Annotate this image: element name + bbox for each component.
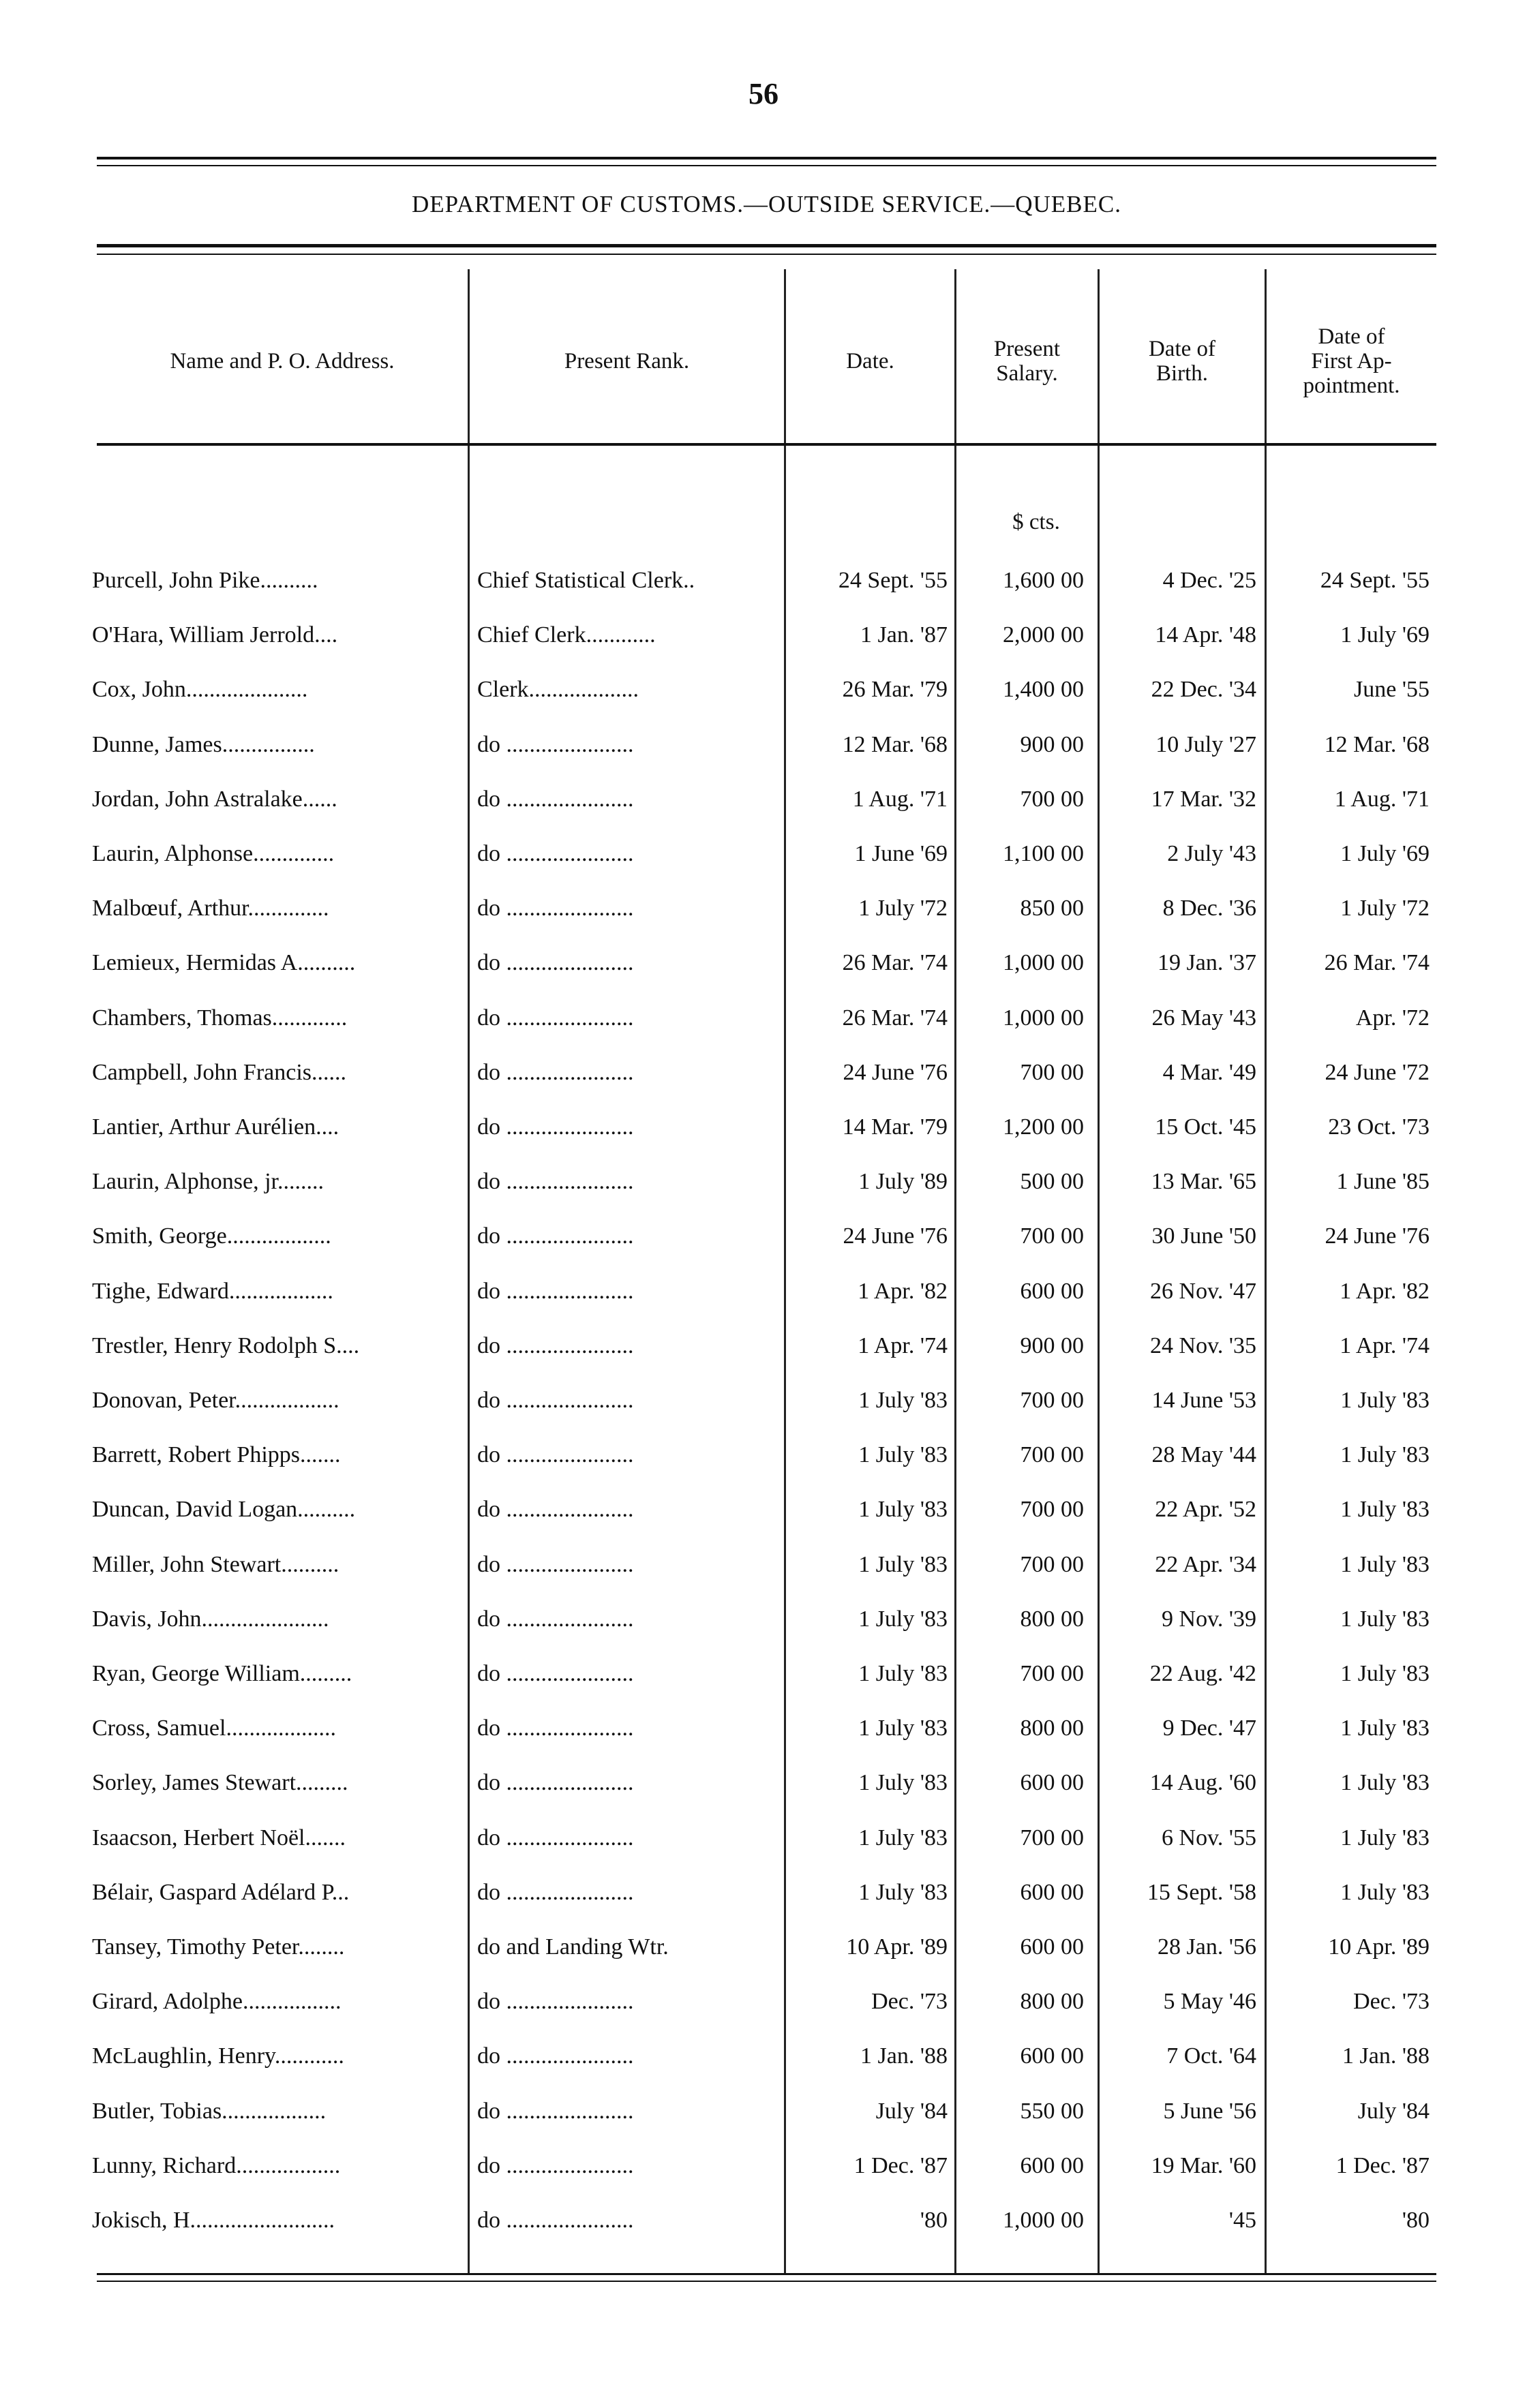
cell-date: 12 Mar. '68 (842, 731, 948, 757)
cell-date: 26 Mar. '74 (842, 950, 948, 976)
cell-salary: 1,000 00 (1003, 2208, 1084, 2233)
cell-name: Jokisch, H......................... (92, 2208, 335, 2233)
cell-salary: 1,000 00 (1003, 1005, 1084, 1031)
cell-salary: 1,400 00 (1003, 677, 1084, 703)
cell-name: Cox, John..................... (92, 677, 308, 703)
cell-first-appointment: 24 June '76 (1325, 1223, 1430, 1249)
cell-birth: 22 Apr. '34 (1155, 1551, 1256, 1577)
cell-rank: do ...................... (477, 841, 634, 866)
header-rank: Present Rank. (564, 348, 690, 374)
cell-rank: do ...................... (477, 1005, 634, 1031)
cell-salary: 800 00 (1020, 1606, 1084, 1632)
header-name: Name and P. O. Address. (170, 348, 395, 374)
cell-birth: 14 Aug. '60 (1149, 1770, 1256, 1796)
cell-salary: 500 00 (1020, 1169, 1084, 1195)
table-row (0, 881, 1527, 936)
cell-name: McLaughlin, Henry............ (92, 2043, 344, 2069)
cell-rank: do ...................... (477, 1169, 634, 1195)
cell-date: 1 July '83 (858, 1770, 948, 1796)
cell-date: 1 July '72 (858, 896, 948, 921)
cell-date: 10 Apr. '89 (846, 1934, 948, 1960)
table-row (0, 1046, 1527, 1100)
cell-date: 14 Mar. '79 (842, 1114, 948, 1140)
cell-name: Purcell, John Pike.......... (92, 568, 318, 593)
cell-salary: 900 00 (1020, 1332, 1084, 1358)
cell-birth: 9 Nov. '39 (1162, 1606, 1256, 1632)
cell-date: 24 June '76 (843, 1223, 948, 1249)
cell-name: Jordan, John Astralake...... (92, 786, 337, 812)
cell-date: 1 July '83 (858, 1388, 948, 1413)
cell-birth: 28 May '44 (1151, 1442, 1256, 1468)
cell-birth: 30 June '50 (1151, 1223, 1256, 1249)
cell-birth: 9 Dec. '47 (1162, 1716, 1256, 1741)
cell-date: 26 Mar. '79 (842, 677, 948, 703)
cell-date: 1 Jan. '87 (860, 622, 948, 648)
cell-salary: 600 00 (1020, 1879, 1084, 1905)
cell-name: Campbell, John Francis...... (92, 1059, 347, 1085)
cell-date: 1 Aug. '71 (852, 786, 948, 812)
cell-salary: 800 00 (1020, 1989, 1084, 2015)
header-first-line: First Ap- (1311, 348, 1392, 374)
cell-salary: 2,000 00 (1003, 622, 1084, 648)
cell-first-appointment: 10 Apr. '89 (1328, 1934, 1430, 1960)
cell-rank: do ...................... (477, 2152, 634, 2178)
page-number: 56 (749, 77, 778, 110)
cell-name: Isaacson, Herbert Noël....... (92, 1825, 346, 1850)
cell-name: Lemieux, Hermidas A.......... (92, 950, 356, 976)
cell-rank: Clerk................... (477, 677, 639, 703)
cell-rank: Chief Clerk............ (477, 622, 656, 648)
cell-name: Sorley, James Stewart......... (92, 1770, 348, 1796)
header-first-line: pointment. (1303, 374, 1400, 399)
cell-first-appointment: Apr. '72 (1355, 1005, 1430, 1031)
cell-date: 1 July '83 (858, 1716, 948, 1741)
cell-name: Bélair, Gaspard Adélard P... (92, 1879, 350, 1905)
cell-first-appointment: 26 Mar. '74 (1324, 950, 1430, 976)
cell-first-appointment: 1 Jan. '88 (1342, 2043, 1430, 2069)
table-row (0, 553, 1527, 608)
cell-salary: 900 00 (1020, 731, 1084, 757)
table-row (0, 1701, 1527, 1756)
cell-birth: 15 Sept. '58 (1147, 1879, 1256, 1905)
cell-name: Tighe, Edward.................. (92, 1278, 333, 1304)
cell-rank: do ...................... (477, 1059, 634, 1085)
cell-rank: do ...................... (477, 1114, 634, 1140)
cell-rank: do ...................... (477, 1770, 634, 1796)
cell-rank: do ...................... (477, 1551, 634, 1577)
cell-name: Ryan, George William......... (92, 1661, 352, 1686)
table-row (0, 1264, 1527, 1319)
cell-salary: 600 00 (1020, 1934, 1084, 1960)
cell-salary: 1,000 00 (1003, 950, 1084, 976)
cell-date: 24 Sept. '55 (838, 568, 948, 593)
table-row (0, 772, 1527, 827)
cell-name: Lunny, Richard.................. (92, 2152, 341, 2178)
cell-salary: 600 00 (1020, 1770, 1084, 1796)
cell-name: Donovan, Peter.................. (92, 1388, 339, 1413)
table-row (0, 1920, 1527, 1975)
cell-salary: 1,100 00 (1003, 841, 1084, 866)
cell-birth: '45 (1228, 2208, 1256, 2233)
table-row (0, 718, 1527, 772)
cell-first-appointment: 1 July '83 (1340, 1388, 1430, 1413)
cell-first-appointment: 12 Mar. '68 (1324, 731, 1430, 757)
header-salary-line: Salary. (996, 361, 1058, 386)
cell-date: 1 Jan. '88 (860, 2043, 948, 2069)
cell-birth: 10 July '27 (1155, 731, 1256, 757)
cell-rank: do ...................... (477, 1442, 634, 1468)
cell-first-appointment: 1 Apr. '82 (1340, 1278, 1430, 1304)
page-title: DEPARTMENT OF CUSTOMS.—OUTSIDE SERVICE.—QUEBEC. (411, 191, 1121, 217)
cell-rank: do ...................... (477, 1989, 634, 2015)
table-row (0, 2139, 1527, 2193)
cell-date: 1 Dec. '87 (853, 2152, 948, 2178)
cell-first-appointment: 1 July '72 (1340, 896, 1430, 921)
cell-date: 24 June '76 (843, 1059, 948, 1085)
cell-name: Laurin, Alphonse.............. (92, 841, 335, 866)
cell-birth: 24 Nov. '35 (1150, 1332, 1256, 1358)
cell-birth: 2 July '43 (1167, 841, 1256, 866)
cell-first-appointment: 1 July '83 (1340, 1606, 1430, 1632)
top-rule-thin (97, 165, 1436, 166)
header-first-appointment (1267, 293, 1436, 429)
cell-birth: 19 Jan. '37 (1158, 950, 1256, 976)
cell-rank: do ...................... (477, 1388, 634, 1413)
cell-birth: 19 Mar. '60 (1151, 2152, 1256, 2178)
header-first-line: Date of (1318, 324, 1385, 349)
table-row (0, 1155, 1527, 1209)
cell-name: Tansey, Timothy Peter........ (92, 1934, 345, 1960)
header-salary (956, 293, 1098, 429)
table-row (0, 1373, 1527, 1428)
table-row (0, 1209, 1527, 1264)
table-row (0, 2193, 1527, 2248)
cell-salary: 700 00 (1020, 1551, 1084, 1577)
table-row (0, 827, 1527, 881)
cell-first-appointment: 1 July '83 (1340, 1825, 1430, 1850)
cell-salary: 600 00 (1020, 2152, 1084, 2178)
table-row (0, 991, 1527, 1046)
cell-date: 1 July '83 (858, 1879, 948, 1905)
cell-date: 1 July '83 (858, 1661, 948, 1686)
cell-birth: 5 May '46 (1163, 1989, 1256, 2015)
cell-rank: do ...................... (477, 1497, 634, 1523)
cell-birth: 15 Oct. '45 (1155, 1114, 1256, 1140)
salary-units: $ cts. (1012, 510, 1060, 534)
cell-name: Duncan, David Logan.......... (92, 1497, 356, 1523)
cell-first-appointment: 1 July '83 (1340, 1497, 1430, 1523)
table-row (0, 1811, 1527, 1865)
table-row (0, 1428, 1527, 1482)
cell-birth: 22 Dec. '34 (1151, 677, 1256, 703)
table-row (0, 1756, 1527, 1810)
cell-first-appointment: 1 July '69 (1340, 622, 1430, 648)
cell-date: 1 July '83 (858, 1551, 948, 1577)
table-row (0, 1975, 1527, 2029)
header-salary-line: Present (993, 336, 1061, 361)
cell-first-appointment: 24 June '72 (1325, 1059, 1430, 1085)
cell-first-appointment: Dec. '73 (1353, 1989, 1430, 2015)
cell-first-appointment: June '55 (1354, 677, 1430, 703)
cell-birth: 26 Nov. '47 (1150, 1278, 1256, 1304)
title-rule-thin (97, 254, 1436, 255)
cell-rank: Chief Statistical Clerk.. (477, 568, 695, 593)
cell-birth: 6 Nov. '55 (1162, 1825, 1256, 1850)
cell-date: 1 July '83 (858, 1497, 948, 1523)
cell-rank: do ...................... (477, 1879, 634, 1905)
cell-date: 1 Apr. '82 (858, 1278, 948, 1304)
header-rule (97, 443, 1436, 446)
cell-rank: do ...................... (477, 2043, 634, 2069)
cell-name: Trestler, Henry Rodolph S.... (92, 1332, 360, 1358)
cell-rank: do ...................... (477, 2098, 634, 2124)
table-row (0, 608, 1527, 662)
cell-rank: do ...................... (477, 731, 634, 757)
cell-name: Butler, Tobias.................. (92, 2098, 327, 2124)
cell-first-appointment: July '84 (1357, 2098, 1430, 2124)
cell-first-appointment: 1 July '69 (1340, 841, 1430, 866)
cell-birth: 22 Aug. '42 (1149, 1661, 1256, 1686)
cell-name: Lantier, Arthur Aurélien.... (92, 1114, 339, 1140)
cell-salary: 700 00 (1020, 1223, 1084, 1249)
cell-rank: do ...................... (477, 950, 634, 976)
cell-name: Laurin, Alphonse, jr........ (92, 1169, 324, 1195)
cell-name: Girard, Adolphe................. (92, 1989, 342, 2015)
cell-rank: do ...................... (477, 1716, 634, 1741)
table-row (0, 1100, 1527, 1155)
cell-date: Dec. '73 (871, 1989, 948, 2015)
cell-rank: do ...................... (477, 896, 634, 921)
cell-salary: 800 00 (1020, 1716, 1084, 1741)
cell-salary: 600 00 (1020, 2043, 1084, 2069)
cell-salary: 700 00 (1020, 1497, 1084, 1523)
cell-name: Smith, George.................. (92, 1223, 331, 1249)
cell-name: O'Hara, William Jerrold.... (92, 622, 338, 648)
table-row (0, 1538, 1527, 1592)
cell-first-appointment: 1 Apr. '74 (1340, 1332, 1430, 1358)
cell-salary: 700 00 (1020, 1059, 1084, 1085)
table-row (0, 1592, 1527, 1647)
cell-rank: do ...................... (477, 1278, 634, 1304)
cell-salary: 600 00 (1020, 1278, 1084, 1304)
cell-salary: 550 00 (1020, 2098, 1084, 2124)
table-row (0, 1482, 1527, 1537)
cell-first-appointment: 23 Oct. '73 (1328, 1114, 1430, 1140)
cell-date: 1 July '83 (858, 1606, 948, 1632)
table-row (0, 1319, 1527, 1373)
cell-birth: 4 Mar. '49 (1162, 1059, 1256, 1085)
cell-birth: 14 June '53 (1151, 1388, 1256, 1413)
cell-birth: 22 Apr. '52 (1155, 1497, 1256, 1523)
cell-birth: 28 Jan. '56 (1158, 1934, 1256, 1960)
cell-first-appointment: 1 Aug. '71 (1334, 786, 1430, 812)
cell-name: Davis, John...................... (92, 1606, 329, 1632)
bottom-rule (97, 2273, 1436, 2275)
cell-salary: 700 00 (1020, 1388, 1084, 1413)
table-row (0, 1865, 1527, 1920)
cell-first-appointment: 1 July '83 (1340, 1770, 1430, 1796)
cell-birth: 26 May '43 (1151, 1005, 1256, 1031)
cell-birth: 5 June '56 (1163, 2098, 1256, 2124)
cell-salary: 700 00 (1020, 1661, 1084, 1686)
cell-birth: 13 Mar. '65 (1151, 1169, 1256, 1195)
table-row (0, 936, 1527, 990)
title-rule (97, 244, 1436, 247)
cell-date: 1 July '83 (858, 1442, 948, 1468)
cell-name: Malbœuf, Arthur.............. (92, 896, 329, 921)
cell-date: 1 July '89 (858, 1169, 948, 1195)
header-birth (1100, 293, 1265, 429)
header-birth-line: Date of (1148, 336, 1216, 361)
cell-first-appointment: 1 July '83 (1340, 1442, 1430, 1468)
cell-name: Chambers, Thomas............. (92, 1005, 348, 1031)
cell-first-appointment: 24 Sept. '55 (1320, 568, 1430, 593)
cell-first-appointment: 1 June '85 (1336, 1169, 1430, 1195)
cell-birth: 14 Apr. '48 (1155, 622, 1256, 648)
cell-date: July '84 (875, 2098, 948, 2124)
bottom-rule-thin (97, 2281, 1436, 2282)
table-row (0, 662, 1527, 717)
cell-name: Dunne, James................ (92, 731, 315, 757)
cell-birth: 8 Dec. '36 (1162, 896, 1256, 921)
cell-salary: 700 00 (1020, 786, 1084, 812)
cell-first-appointment: 1 Dec. '87 (1335, 2152, 1430, 2178)
cell-rank: do ...................... (477, 786, 634, 812)
cell-date: 26 Mar. '74 (842, 1005, 948, 1031)
cell-rank: do ...................... (477, 1606, 634, 1632)
cell-salary: 850 00 (1020, 896, 1084, 921)
table-row (0, 2029, 1527, 2084)
cell-rank: do ...................... (477, 1223, 634, 1249)
cell-name: Miller, John Stewart.......... (92, 1551, 339, 1577)
cell-rank: do ...................... (477, 1661, 634, 1686)
cell-birth: 7 Oct. '64 (1166, 2043, 1256, 2069)
cell-salary: 700 00 (1020, 1825, 1084, 1850)
cell-first-appointment: 1 July '83 (1340, 1879, 1430, 1905)
cell-first-appointment: 1 July '83 (1340, 1716, 1430, 1741)
table-row (0, 1647, 1527, 1701)
cell-date: 1 July '83 (858, 1825, 948, 1850)
cell-date: 1 June '69 (854, 841, 948, 866)
cell-rank: do ...................... (477, 1825, 634, 1850)
cell-first-appointment: 1 July '83 (1340, 1661, 1430, 1686)
header-date: Date. (846, 348, 894, 374)
cell-salary: 1,200 00 (1003, 1114, 1084, 1140)
cell-salary: 700 00 (1020, 1442, 1084, 1468)
cell-rank: do and Landing Wtr. (477, 1934, 669, 1960)
cell-name: Cross, Samuel................... (92, 1716, 336, 1741)
top-rule (97, 157, 1436, 159)
cell-date: 1 Apr. '74 (858, 1332, 948, 1358)
header-birth-line: Birth. (1155, 361, 1209, 386)
cell-name: Barrett, Robert Phipps....... (92, 1442, 341, 1468)
cell-birth: 4 Dec. '25 (1162, 568, 1256, 593)
cell-first-appointment: 1 July '83 (1340, 1551, 1430, 1577)
cell-first-appointment: '80 (1402, 2208, 1430, 2233)
cell-date: '80 (920, 2208, 948, 2233)
table-row (0, 2084, 1527, 2139)
cell-salary: 1,600 00 (1003, 568, 1084, 593)
cell-birth: 17 Mar. '32 (1151, 786, 1256, 812)
cell-rank: do ...................... (477, 2208, 634, 2233)
cell-rank: do ...................... (477, 1332, 634, 1358)
